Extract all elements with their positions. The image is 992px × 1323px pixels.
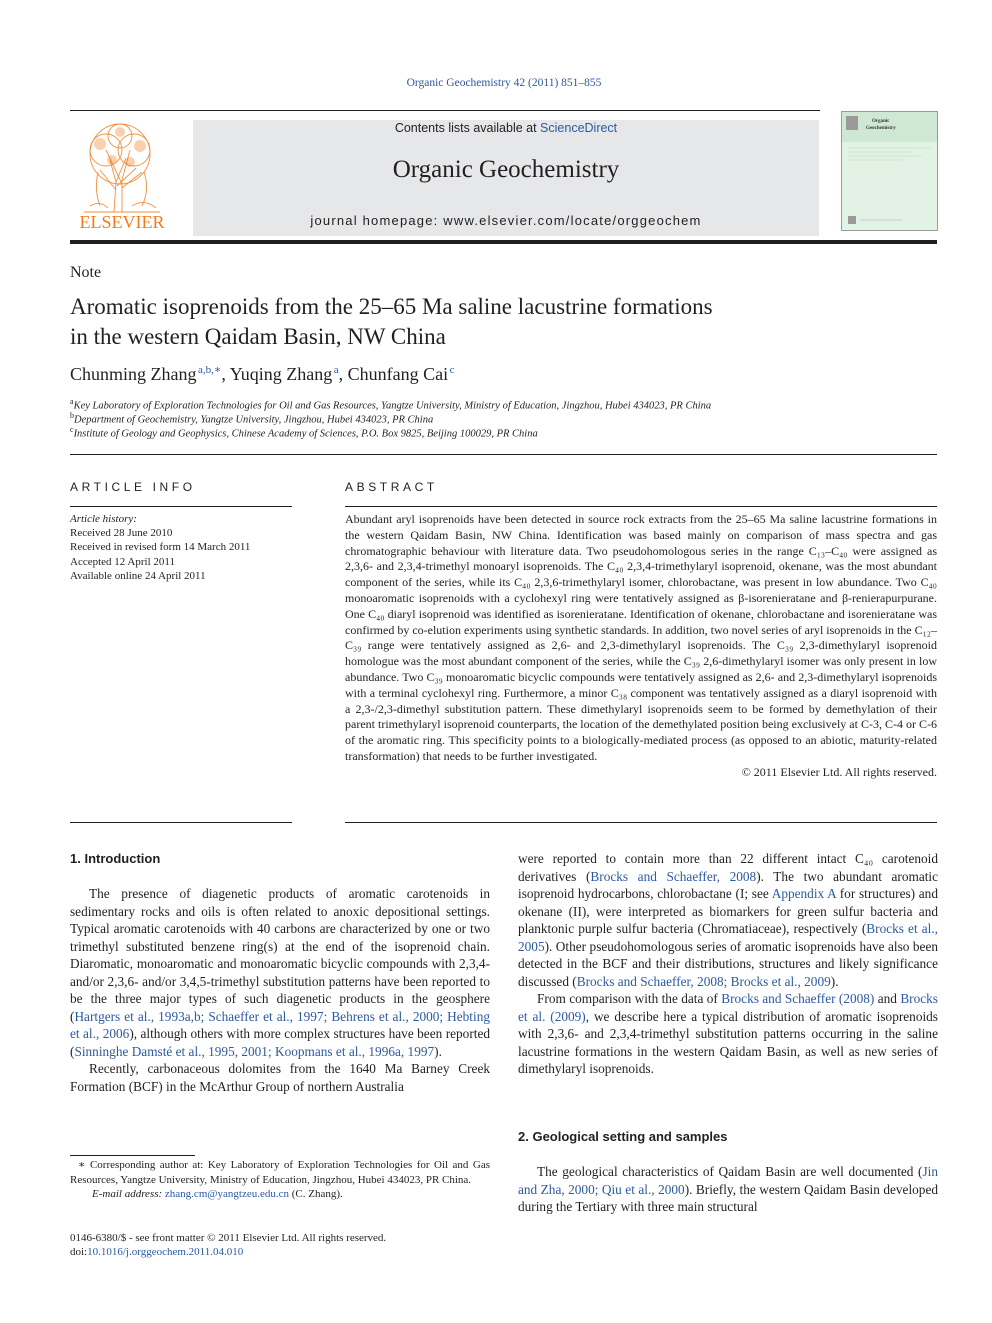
body-text: ).	[830, 973, 839, 989]
abstract-rule	[345, 506, 937, 507]
svg-text:Geochemistry: Geochemistry	[866, 126, 896, 131]
affiliation-marker: a	[70, 397, 74, 406]
title-line-2: in the western Qaidam Basin, NW China	[70, 324, 446, 349]
section-rule	[70, 454, 937, 455]
email-suffix: (C. Zhang).	[288, 1188, 343, 1200]
article-info-bottom-rule	[70, 822, 292, 823]
journal-title: Organic Geochemistry	[392, 156, 620, 183]
affiliation-text: Institute of Geology and Geophysics, Chinese Academy of Sciences, P.O. Box 9825, Beijing 100029, PR China	[73, 428, 538, 440]
email-label: E-mail address:	[92, 1188, 165, 1200]
journal-reference-link[interactable]: Organic Geochemistry 42 (2011) 851–855	[406, 77, 602, 89]
history-received: Received 28 June 2010	[70, 527, 173, 540]
affiliation	[70, 397, 711, 412]
cover-title-text: Organic	[872, 119, 890, 124]
article-info-rule	[70, 506, 292, 507]
journal-cover-thumbnail	[841, 111, 938, 231]
affiliation	[70, 411, 433, 426]
body-text: The presence of diagenetic products of aromatic carotenoids in sedimentary rocks and oils is often related to anoxic depositional settings. Typical aromatic carotenoids with 40 carbons are characterized by one or two trimethyl substituted benzene ring(s) at the end of the isoprenoid chain. Diaromatic, monoaromatic and monoaromatic bicyclic compounds with 2,3,4- and/or 2,3,6- and/or 3,4,5-trimethyl substitution patterns have been reported to be the three major types of such diagenetic products in the geosphere (	[70, 886, 490, 1024]
body-text: , we describe here a typical distribution of aromatic isoprenoids with 2,3,6- and 2,3,4-trimethyl substitution patterns occurring in the saline lacustrine formations in the western Qaidam Basin, as well as new series of dimethylaryl isoprenoids.	[518, 1008, 938, 1076]
section-heading-introduction: 1. Introduction	[70, 851, 161, 866]
citation-link[interactable]: Brocks and Schaeffer, 2008; Brocks et al., 2009	[576, 973, 831, 989]
body-column-left	[70, 885, 490, 1095]
body-text: The geological characteristics of Qaidam Basin are well documented (	[537, 1164, 923, 1179]
body-paragraph	[70, 885, 490, 1060]
body-column-right-section2	[518, 1163, 938, 1216]
author-name[interactable]: Yuqing Zhang	[229, 364, 333, 384]
citation-link[interactable]: Brocks et al. (2009)	[518, 991, 938, 1024]
header-thick-rule	[70, 240, 937, 244]
homepage-url-link[interactable]: www.elsevier.com/locate/orggeochem	[443, 213, 702, 228]
homepage-label: journal homepage:	[310, 213, 444, 228]
history-revised: Received in revised form 14 March 2011	[70, 541, 251, 554]
body-paragraph: Recently, carbonaceous dolomites from the 1640 Ma Barney Creek Formation (BCF) in the McArthur Group of northern Australia	[70, 1061, 490, 1094]
title-line-1: Aromatic isoprenoids from the 25–65 Ma saline lacustrine formations	[70, 294, 713, 319]
affiliation-marker: b	[70, 411, 74, 420]
body-text: ). Briefly, the western Qaidam Basin developed during the Tertiary with three main structural	[518, 1181, 938, 1214]
body-text: ). Other pseudohomologous series of aromatic isoprenoids have also been detected in the BCF and their distributions, structures and likely significance discussed (	[518, 938, 938, 989]
author-affiliation-marker[interactable]: c	[449, 364, 455, 376]
article-title	[70, 292, 870, 352]
doi-link[interactable]: 10.1016/j.orggeochem.2011.04.010	[87, 1246, 244, 1258]
body-paragraph	[518, 990, 938, 1078]
sciencedirect-link[interactable]: ScienceDirect	[540, 121, 618, 135]
elsevier-wordmark: ELSEVIER	[79, 212, 165, 232]
body-text: and	[874, 991, 901, 1006]
author-list: Chunming Zhang $^{a,b,∗}$, Yuqing Zhang $^a$, Chunfang Cai $^c$	[70, 364, 455, 384]
abstract-bottom-rule	[345, 822, 937, 823]
body-text: ). The two abundant aromatic isoprenoid hydrocarbons, chlorobactane (I; see	[518, 868, 939, 901]
article-history	[70, 512, 250, 583]
affiliation-text: Key Laboratory of Exploration Technologies for Oil and Gas Resources, Yangtze University, Ministry of Education, Jingzhou, Hubei 434023, PR China	[73, 400, 712, 412]
email-line	[70, 1187, 490, 1202]
affiliation-marker: c	[70, 425, 74, 434]
body-paragraph	[518, 850, 938, 990]
body-column-right	[518, 850, 938, 1078]
body-text: ), although others with more complex structures have been reported (	[70, 1026, 491, 1059]
body-paragraph	[518, 1163, 938, 1216]
author-name[interactable]: Chunming Zhang	[70, 364, 197, 384]
corresponding-author-note: ∗ Corresponding author at: Key Laboratory of Exploration Technologies for Oil and Gas Resources, Yangtze University, Ministry of Education, Jingzhou, Hubei 434023, PR China.	[70, 1159, 490, 1186]
footnote-rule	[70, 1155, 195, 1156]
citation-link[interactable]: Sinninghe Damsté et al., 1995, 2001; Koopmans et al., 1996a, 1997	[74, 1043, 435, 1059]
body-text: for structures) and okenane (II), were interpreted as biomarkers for green sulfur bacteria and planktonic purple sulfur bacteria (Chromatiaceae), respectively (	[518, 886, 938, 936]
header-rule	[70, 110, 820, 111]
email-link[interactable]: zhang.cm@yangtzeu.edu.cn	[164, 1188, 289, 1200]
abstract-text: Abundant aryl isoprenoids have been detected in source rock extracts from the 25–65 Ma saline lacustrine formations in the western Qaidam Basin, NW China. Identification was based mainly on comparison of mass spectra and gas chromatographic behaviour with literature data. Two pseudohomologous series in the range C₁₃–C₄₀ were assigned as 2,3,6- and 2,3,4-trimethyl monoaryl isoprenoids. The C₄₀ 2,3,4-trimethylaryl isoprenoid, okenane, was the most abundant component of the series, while its C₄₀ 2,3,6-trimethylaryl isomer, chlorobactane, was present in low abundance. Two C₄₀ monoaromatic isoprenoids with a cyclohexyl ring were tentatively assigned as β-isorenieratane and β-renierapurpurane. One C₄₀ diaryl isoprenoid was identified as isorenieratane. Identification of okenane, chlorobactane and isorenieratane was confirmed by co-elution experiments using synthetic standards. In addition, two novel series of aryl isoprenoids in the C₁₂–C₃₉ range were tentatively assigned as 2,6- and 2,3-dimethylaryl isoprenoids. The C₃₉ 2,3-dimethylaryl isoprenoid homologue was the most abundant component of the series, while the C₃₉ 2,6-dimethylaryl isomer was only present in low abundance. Two C₃₉ monoaromatic bicyclic compounds were tentatively assigned as 2,6- and 2,3-dimethylaryl isoprenoids with a terminal cyclohexyl ring. Furthermore, a minor C₃₈ component was tentatively assigned as a diaryl isoprenoid with a 2,3-/2,3-dimethyl substitution pattern. These dimethylaryl isoprenoids seem to be formed by demethylation of their parent trimethylaryl isoprenoid counterparts, the location of the demethylated position being exclusively at C-3, C-4 or C-6 of the aromatic ring. This specificity points to a biologically-mediated process (as opposed to an abiotic, maturity-related transformation) that needs to be further investigated.	[345, 512, 937, 763]
article-info-heading: ARTICLE INFO	[70, 480, 196, 494]
body-text: were reported to contain more than 22 different intact C₄₀ carotenoid derivatives (	[518, 851, 938, 884]
appendix-link[interactable]: Appendix A	[771, 886, 837, 901]
history-label: Article history:	[70, 513, 137, 525]
citation-link[interactable]: Hartgers et al., 1993a,b; Schaeffer et al., 1997; Behrens et al., 2000; Hebting et al., 2006	[70, 1008, 490, 1041]
contents-line	[193, 121, 819, 135]
author-affiliation-marker[interactable]: a,b,∗	[198, 364, 222, 376]
elsevier-logo	[70, 120, 174, 232]
abstract-heading: ABSTRACT	[345, 480, 438, 494]
contents-prefix: Contents lists available at	[394, 121, 541, 135]
issn-doi-block	[70, 1231, 386, 1259]
body-text: ).	[434, 1043, 442, 1059]
citation-link[interactable]: Brocks et al., 2005	[518, 921, 938, 954]
affiliation-text: Department of Geochemistry, Yangtze University, Jingzhou, Hubei 434023, PR China	[74, 414, 434, 426]
citation-link[interactable]: Jin and Zha, 2000; Qiu et al., 2000	[518, 1164, 938, 1197]
citation-link[interactable]: Brocks and Schaeffer (2008)	[721, 991, 875, 1006]
section-heading-geological-setting: 2. Geological setting and samples	[518, 1129, 728, 1144]
citation-link[interactable]: Brocks and Schaeffer, 2008	[590, 868, 757, 884]
body-text: From comparison with the data of	[537, 991, 722, 1006]
history-online: Available online 24 April 2011	[70, 569, 206, 582]
author-name[interactable]: Chunfang Cai	[347, 364, 449, 384]
issn-line: 0146-6380/$ - see front matter © 2011 Elsevier Ltd. All rights reserved.	[70, 1232, 387, 1244]
article-type: Note	[70, 264, 102, 281]
doi-line	[70, 1245, 386, 1259]
abstract	[345, 512, 937, 781]
author-affiliation-marker[interactable]: a	[333, 364, 339, 376]
journal-homepage	[193, 213, 819, 228]
doi-label: doi:	[70, 1246, 88, 1258]
footnote	[70, 1158, 490, 1202]
affiliation	[70, 425, 538, 440]
history-accepted: Accepted 12 April 2011	[70, 555, 175, 568]
copyright-notice: © 2011 Elsevier Ltd. All rights reserved.	[741, 764, 937, 779]
